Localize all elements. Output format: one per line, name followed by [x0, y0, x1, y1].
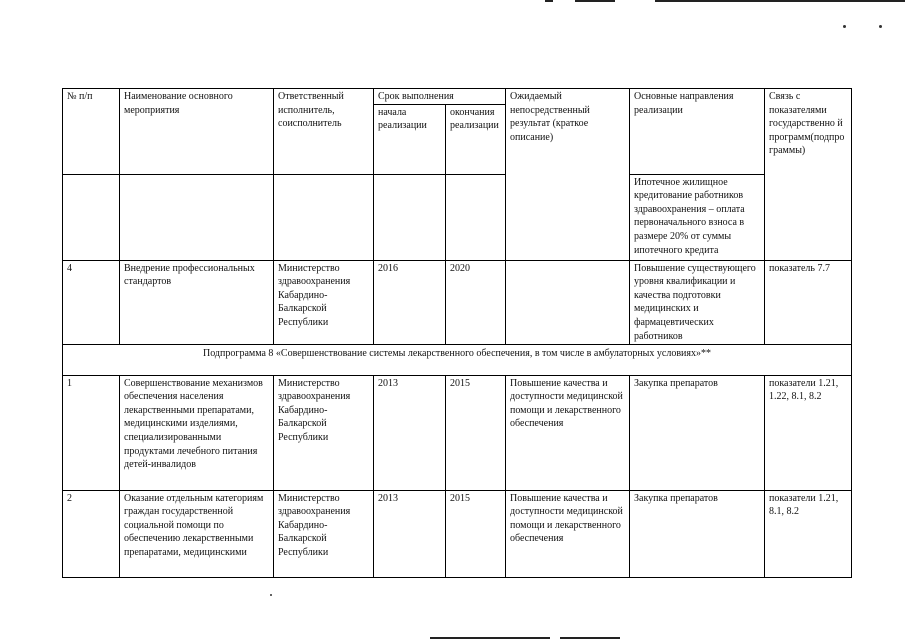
header-link: Связь с показателями государственно й программ(подпрограммы): [765, 89, 852, 261]
table-row: [63, 490, 852, 577]
row-responsible: Министерство здравоохранения Кабардино-Балкарской Республики: [274, 490, 374, 577]
row-start: 2013: [374, 490, 446, 577]
header-name: Наименование основного мероприятия: [120, 89, 274, 175]
row-directions: Повышение существующего уровня квалификации и качества подготовки медицинских и фармацевтических работников: [630, 260, 765, 344]
row-directions: Закупка препаратов: [630, 490, 765, 577]
row-responsible: Министерство здравоохранения Кабардино-Балкарской Республики: [274, 260, 374, 344]
row-directions: Закупка препаратов: [630, 375, 765, 490]
header-directions: Основные направления реализации: [630, 89, 765, 175]
header-term-end: окончания реализации: [446, 104, 506, 174]
cell-empty: [446, 174, 506, 260]
cell-empty: [374, 174, 446, 260]
row-num: 2: [63, 490, 120, 577]
row-num: 4: [63, 260, 120, 344]
table-header-row: [63, 89, 852, 105]
row-end: 2015: [446, 490, 506, 577]
header-num: № п/п: [63, 89, 120, 175]
row-result: Повышение качества и доступности медицинской помощи и лекарственного обеспечения: [506, 375, 630, 490]
table-row: [63, 375, 852, 490]
scan-speck: [879, 25, 882, 28]
row-link: показатели 1.21, 8.1, 8.2: [765, 490, 852, 577]
scan-speck: [843, 25, 846, 28]
header-responsible: Ответственный исполнитель, соисполнитель: [274, 89, 374, 175]
continuation-directions: Ипотечное жилищное кредитование работников здравоохранения – оплата первоначального взноса в размере 20% от суммы ипотечного кредита: [630, 174, 765, 260]
row-name: Внедрение профессиональных стандартов: [120, 260, 274, 344]
header-term: Срок выполнения: [374, 89, 506, 105]
measures-table: [62, 88, 852, 578]
cell-empty: [274, 174, 374, 260]
table-row-continuation: [63, 174, 852, 260]
header-result: Ожидаемый непосредственный результат (краткое описание): [506, 89, 630, 261]
subprogram-title: Подпрограмма 8 «Совершенствование системы лекарственного обеспечения, в том числе в амбулаторных условиях»**: [63, 344, 852, 375]
row-result: Повышение качества и доступности медицинской помощи и лекарственного обеспечения: [506, 490, 630, 577]
scan-artifact-top: [545, 0, 905, 3]
row-link: показатель 7.7: [765, 260, 852, 344]
row-name: Оказание отдельным категориям граждан государственной социальной помощи по обеспечению лекарственными препаратами, медицинскими: [120, 490, 274, 577]
row-name: Совершенствование механизмов обеспечения населения лекарственными препаратами, медицинскими изделиями, специализированными продуктами лечебного питания детей-инвалидов: [120, 375, 274, 490]
row-start: 2016: [374, 260, 446, 344]
subprogram-row: [63, 344, 852, 375]
scan-speck: [270, 594, 272, 596]
cell-empty: [120, 174, 274, 260]
cell-empty: [63, 174, 120, 260]
row-result: [506, 260, 630, 344]
table-row: [63, 260, 852, 344]
row-end: 2015: [446, 375, 506, 490]
header-term-start: начала реализации: [374, 104, 446, 174]
row-num: 1: [63, 375, 120, 490]
row-link: показатели 1.21, 1.22, 8.1, 8.2: [765, 375, 852, 490]
row-end: 2020: [446, 260, 506, 344]
row-start: 2013: [374, 375, 446, 490]
row-responsible: Министерство здравоохранения Кабардино-Балкарской Республики: [274, 375, 374, 490]
